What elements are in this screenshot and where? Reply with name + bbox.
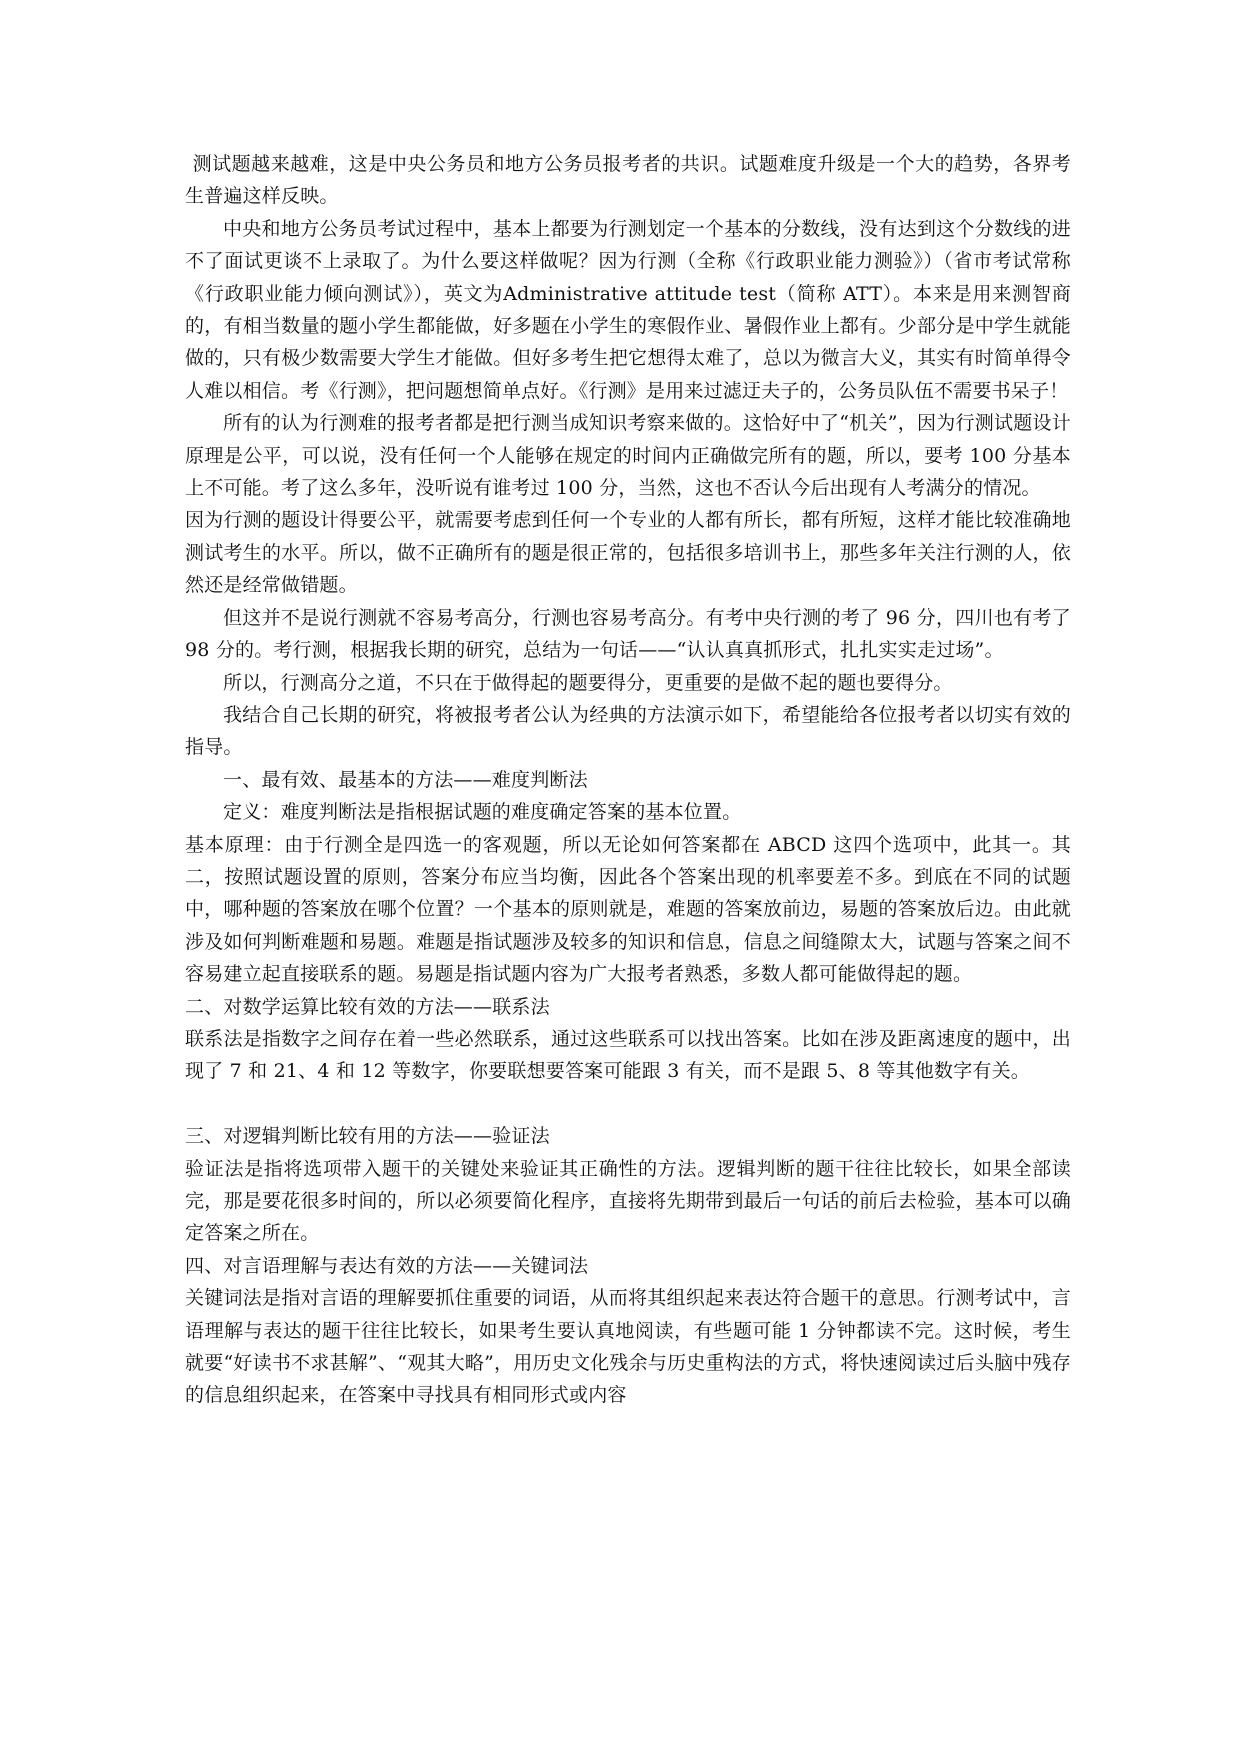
heading-method-1: 一、最有效、最基本的方法——难度判断法: [223, 768, 588, 791]
document-page: [185, 148, 1071, 1412]
paragraph-keyword-method: 关键词法是指对言语的理解要抓住重要的词语，从而将其组织起来表达符合题干的意思。行测考试中，言语理解与表达的题干往往比较长，如果考生要认真地阅读，有些题可能 1 分钟都读不完。这时候，考生就要“好读书不求甚解”、“观其大略”，用历史文化残余与历史重构法的方式，将快速阅读过后头脑中残存的信息组织起来，在答案中寻找具有相同形式或内容: [185, 1287, 1071, 1407]
paragraph-fairness: 所有的认为行测难的报考者都是把行测当成知识考察来做的。这恰好中了“机关”，因为行测试题设计原理是公平，可以说，没有任何一个人能够在规定的时间内正确做完所有的题，所以，要考 100 分基本上不可能。考了这么多年，没听说有谁考过 100 分，当然，这也不否认今后出现有人考满分的情况。: [185, 412, 1071, 500]
blank-line: [185, 1088, 1071, 1120]
heading-method-3: 三、对逻辑判断比较有用的方法——验证法: [185, 1125, 550, 1148]
paragraph-design: 因为行测的题设计得要公平，就需要考虑到任何一个专业的人都有所长，都有所短，这样才能比较准确地测试考生的水平。所以，做不正确所有的题是很正常的，包括很多培训书上，那些多年关注行测的人，依然还是经常做错题。: [185, 509, 1071, 597]
paragraph-verify-method: 验证法是指将选项带入题干的关键处来验证其正确性的方法。逻辑判断的题干往往比较长，如果全部读完，那是要花很多时间的，所以必须要简化程序，直接将先期带到最后一句话的前后去检验，基本可以确定答案之所在。: [185, 1157, 1071, 1245]
paragraph-intro: 测试题越来越难，这是中央公务员和地方公务员报考者的共识。试题难度升级是一个大的趋势，各界考生普遍这样反映。: [185, 153, 1071, 208]
paragraph-definition: 定义：难度判断法是指根据试题的难度确定答案的基本位置。: [223, 801, 742, 824]
heading-method-2: 二、对数学运算比较有效的方法——联系法: [185, 995, 550, 1018]
paragraph-high-score: 但这并不是说行测就不容易考高分，行测也容易考高分。有考中央行测的考了 96 分，四川也有考了 98 分的。考行测，根据我长期的研究，总结为一句话——“认认真真抓形式，扎扎实实走过场”。: [185, 606, 1071, 662]
heading-method-4: 四、对言语理解与表达有效的方法——关键词法: [185, 1254, 589, 1277]
paragraph-high-score-way: 所以，行测高分之道，不只在于做得起的题要得分，更重要的是做不起的题也要得分。: [223, 671, 953, 694]
paragraph-methods-intro: 我结合自己长期的研究，将被报考者公认为经典的方法演示如下，希望能给各位报考者以切实有效的指导。: [185, 703, 1071, 759]
paragraph-att-explanation: 中央和地方公务员考试过程中，基本上都要为行测划定一个基本的分数线，没有达到这个分数线的进不了面试更谈不上录取了。为什么要这样做呢？因为行测（全称《行政职业能力测验》）（省市考试常称《行政职业能力倾向测试》），英文为Administrative attitude test（简称 ATT）。本来是用来测智商的，有相当数量的题小学生都能做，好多题在小学生的寒假作业、暑假作业上都有。少部分是中学生就能做的，只有极少数需要大学生才能做。但好多考生把它想得太难了，总以为微言大义，其实有时简单得令人难以相信。考《行测》，把问题想简单点好。《行测》是用来过滤迂夫子的，公务员队伍不需要书呆子！: [185, 217, 1071, 402]
paragraph-principle: 基本原理：由于行测全是四选一的客观题，所以无论如何答案都在 ABCD 这四个选项中，此其一。其二，按照试题设置的原则，答案分布应当均衡，因此各个答案出现的机率要差不多。到底在不同的试题中，哪种题的答案放在哪个位置？一个基本的原则就是，难题的答案放前边，易题的答案放后边。由此就涉及如何判断难题和易题。难题是指试题涉及较多的知识和信息，信息之间缝隙太大，试题与答案之间不容易建立起直接联系的题。易题是指试题内容为广大报考者熟悉，多数人都可能做得起的题。: [185, 833, 1071, 986]
paragraph-link-method: 联系法是指数字之间存在着一些必然联系，通过这些联系可以找出答案。比如在涉及距离速度的题中，出现了 7 和 21、4 和 12 等数字，你要联想要答案可能跟 3 有关，而不是跟 5、8 等其他数字有关。: [185, 1027, 1071, 1083]
